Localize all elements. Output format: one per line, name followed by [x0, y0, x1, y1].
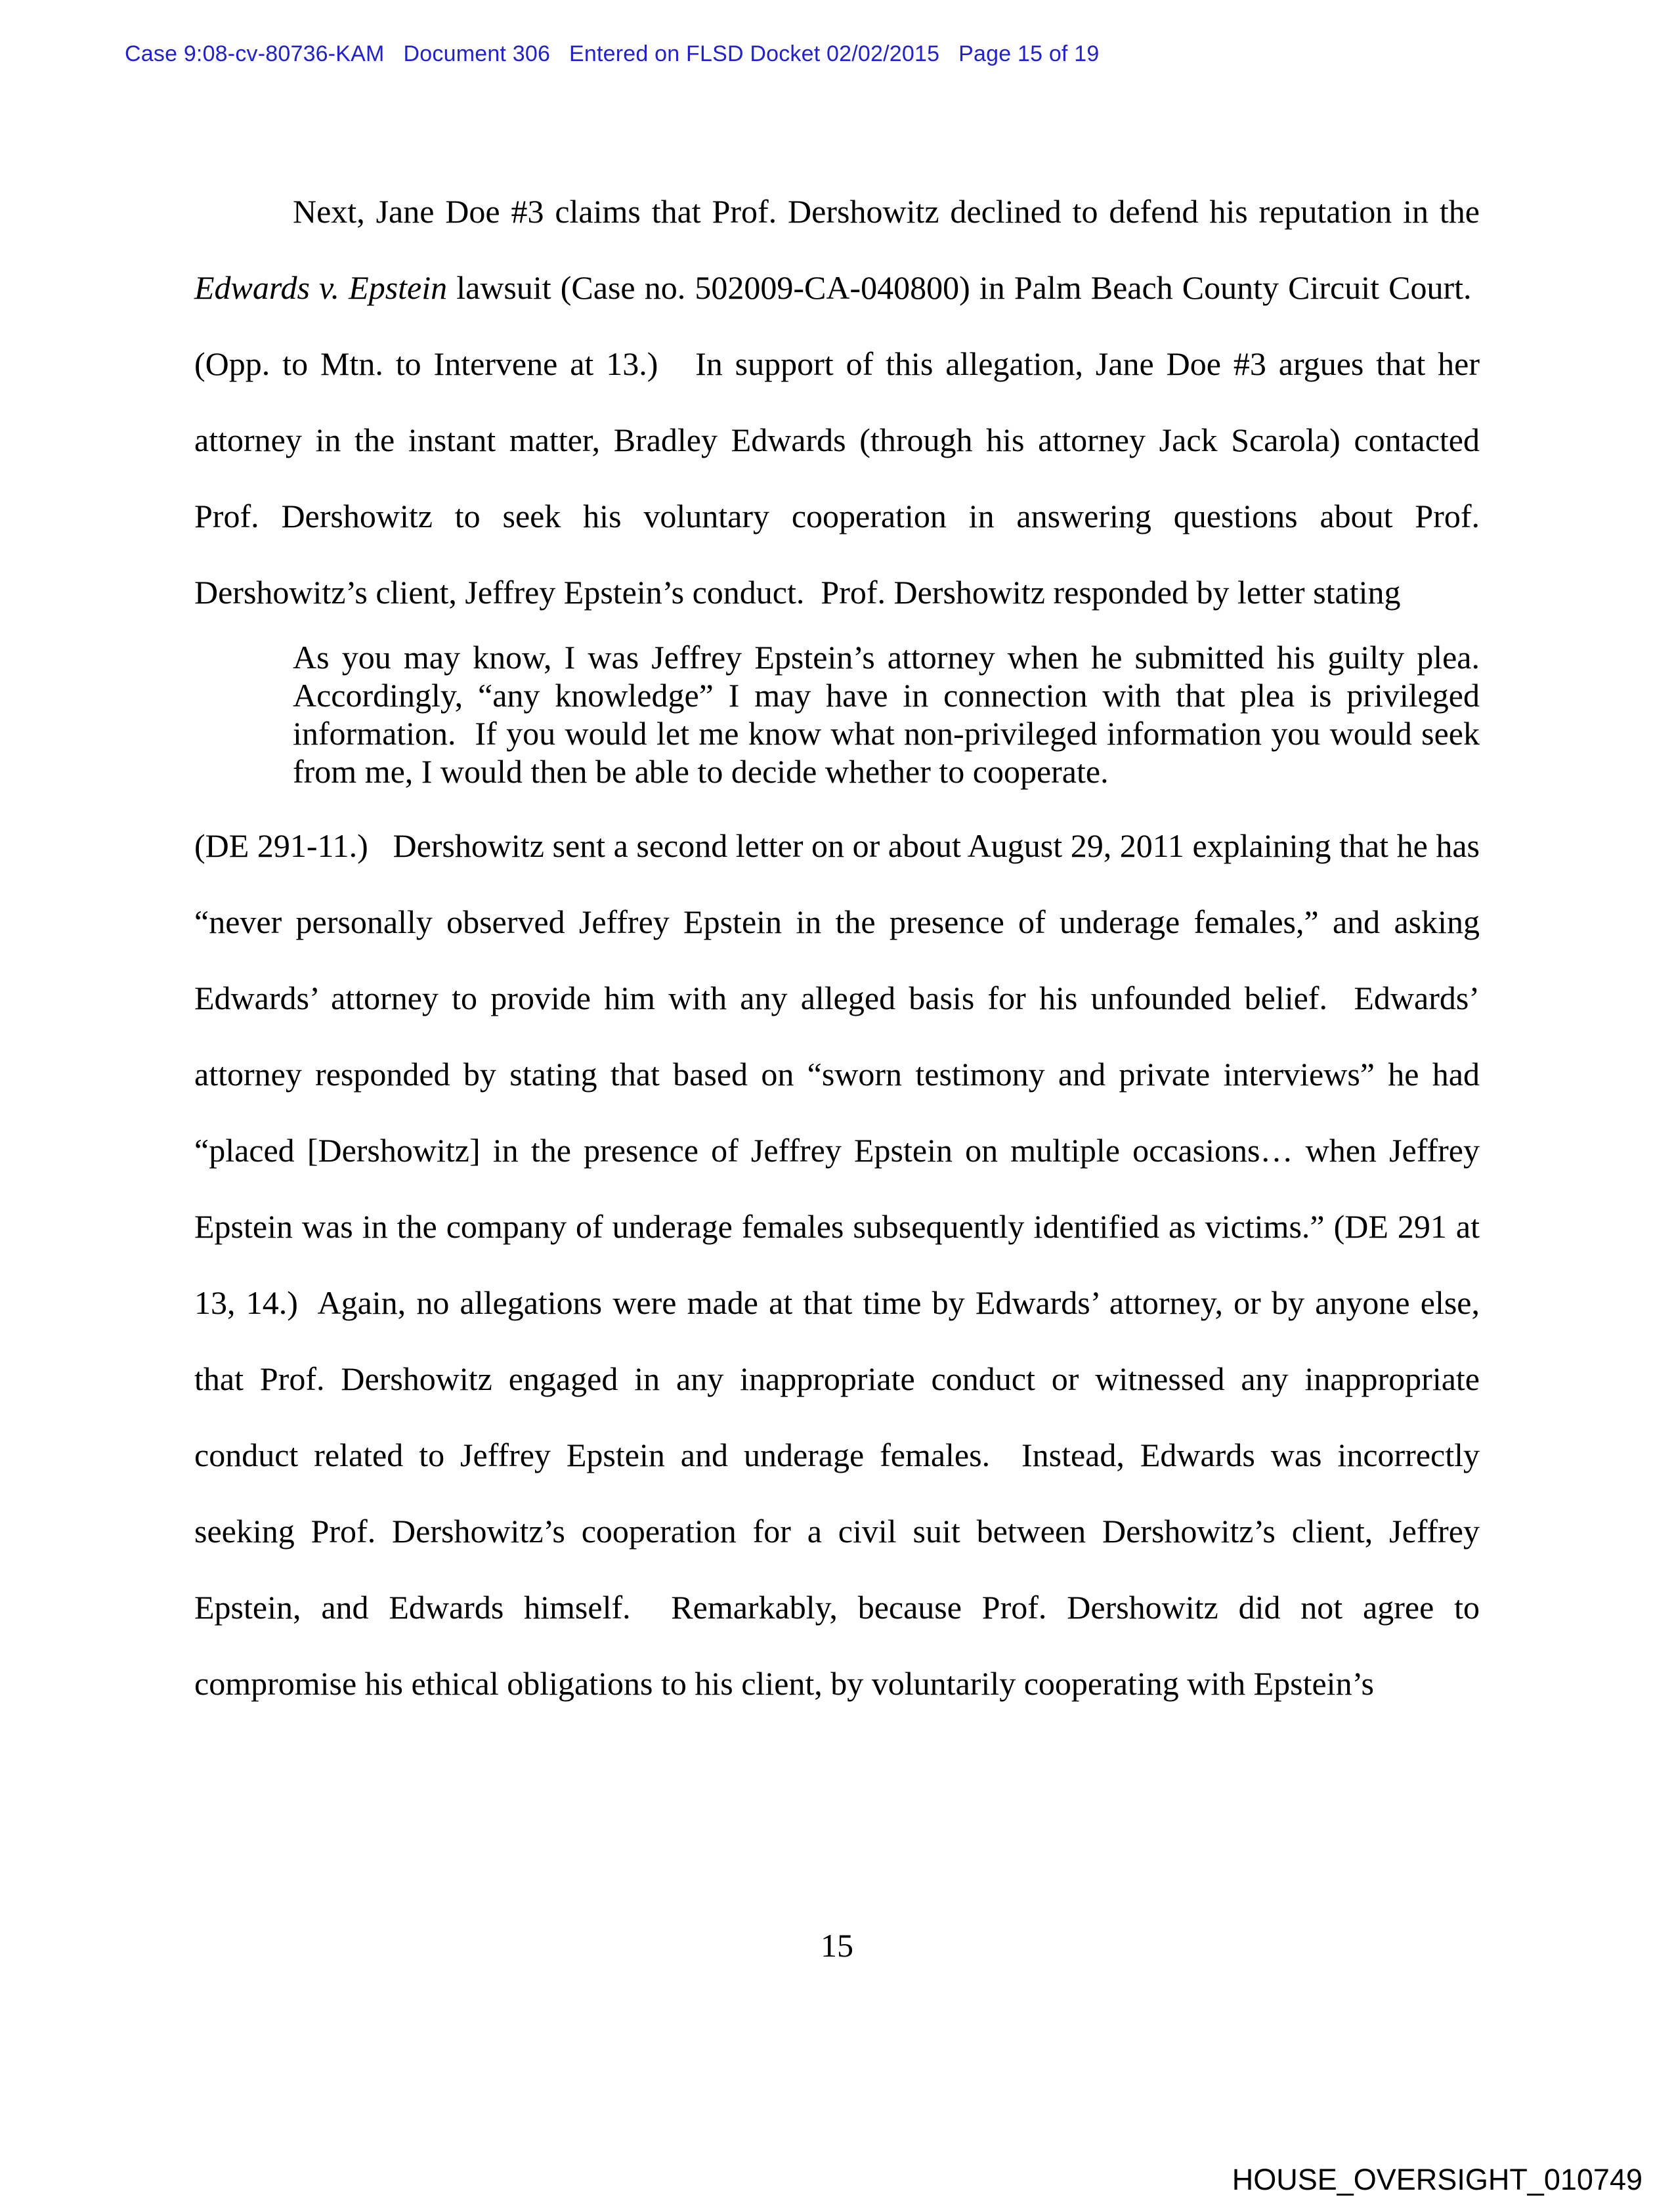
case-header-stamp: Case 9:08-cv-80736-KAM Document 306 Entered on FLSD Docket 02/02/2015 Page 15 of 19: [125, 41, 1100, 66]
document-body: [194, 173, 1480, 1722]
case-citation-italic: Edwards v. Epstein: [194, 269, 448, 306]
block-quote: As you may know, I was Jeffrey Epstein’s attorney when he submitted his guilty plea. Accordingly, “any knowledge” I may have in connection with that plea is privileged information. If you would let me know what non-privileged information you would seek from me, I would then be able to decide whether to cooperate.: [293, 639, 1480, 790]
paragraph: [194, 173, 1480, 630]
page-number: 15: [821, 1927, 853, 1964]
paragraph-text: lawsuit (Case no. 502009-CA-040800) in Palm Beach County Circuit Court. (Opp. to Mtn. to Intervene at 13.) In support of this allegation, Jane Doe #3 argues that her attorney in the instant matter, Bradley Edwards (through his attorney Jack Scarola) contacted Prof. Dershowitz to seek his voluntary cooperation in answering questions about Prof. Dershowitz’s client, Jeffrey Epstein’s conduct. Prof. Dershowitz responded by letter stating: [194, 269, 1480, 611]
paragraph-text: Next, Jane Doe #3 claims that Prof. Dershowitz declined to defend his reputation in the: [293, 193, 1480, 230]
paragraph: (DE 291-11.) Dershowitz sent a second letter on or about August 29, 2011 explaining that he has “never personally observed Jeffrey Epstein in the presence of underage females,” and asking Edwards’ attorney to provide him with any alleged basis for his unfounded belief. Edwards’ attorney responded by stating that based on “sworn testimony and private interviews” he had “placed [Dershowitz] in the presence of Jeffrey Epstein on multiple occasions… when Jeffrey Epstein was in the company of underage females subsequently identified as victims.” (DE 291 at 13, 14.) Again, no allegations were made at that time by Edwards’ attorney, or by anyone else, that Prof. Dershowitz engaged in any inappropriate conduct or witnessed any inappropriate conduct related to Jeffrey Epstein and underage females. Instead, Edwards was incorrectly seeking Prof. Dershowitz’s cooperation for a civil suit between Dershowitz’s client, Jeffrey Epstein, and Edwards himself. Remarkably, because Prof. Dershowitz did not agree to compromise his ethical obligations to his client, by voluntarily cooperating with Epstein’s: [194, 827, 1480, 1702]
bates-number: HOUSE_OVERSIGHT_010749: [1232, 2163, 1642, 2196]
